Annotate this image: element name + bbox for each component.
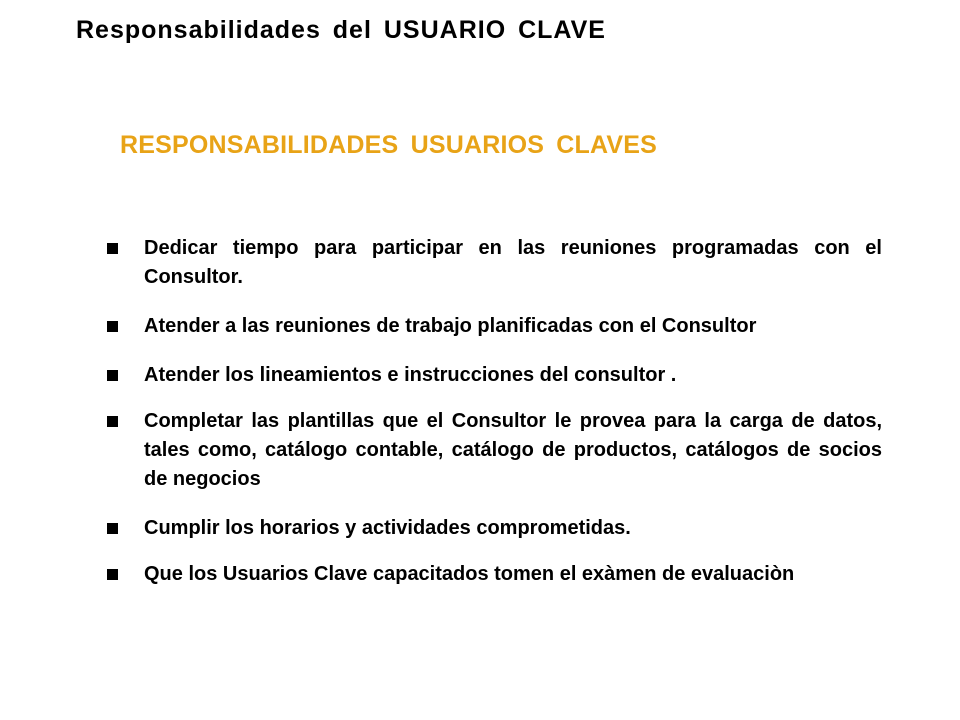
list-item-text: Atender los lineamientos e instrucciones del consultor . (144, 364, 677, 386)
list-item-text: Completar las plantillas que el Consultor le provea para la carga de datos, tales como, catálogo contable, catálogo de productos, catálogos de socios de negocios (144, 410, 882, 490)
list-item (102, 514, 882, 543)
section-subtitle: RESPONSABILIDADES USUARIOS CLAVES (120, 131, 658, 159)
list-item-text: Que los Usuarios Clave capacitados tomen el exàmen de evaluaciòn (144, 563, 795, 585)
square-bullet-icon (107, 523, 118, 534)
list-item (102, 560, 882, 589)
responsibilities-list (102, 234, 882, 609)
square-bullet-icon (107, 569, 118, 580)
list-item (102, 407, 882, 494)
square-bullet-icon (107, 370, 118, 381)
list-item (102, 312, 882, 341)
square-bullet-icon (107, 243, 118, 254)
square-bullet-icon (107, 416, 118, 427)
list-item-text: Dedicar tiempo para participar en las reuniones programadas con el Consultor. (144, 237, 882, 288)
list-item-text: Atender a las reuniones de trabajo planificadas con el Consultor (144, 315, 757, 337)
list-item (102, 361, 882, 390)
slide-title: Responsabilidades del USUARIO CLAVE (76, 16, 606, 44)
square-bullet-icon (107, 321, 118, 332)
list-item (102, 234, 882, 292)
list-item-text: Cumplir los horarios y actividades comprometidas. (144, 517, 631, 539)
